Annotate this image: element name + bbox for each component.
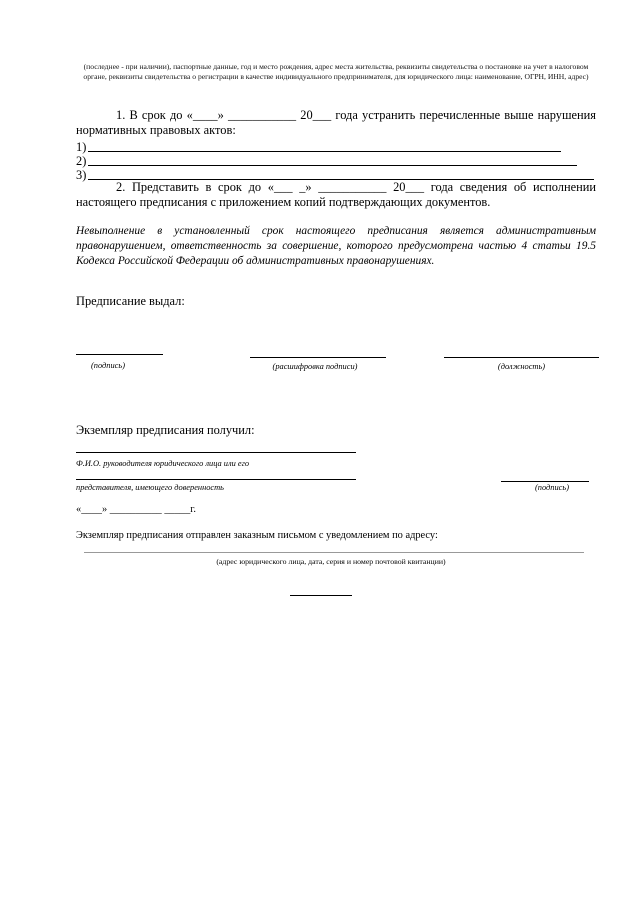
recipient-signature-line (501, 481, 589, 482)
received-label: Экземпляр предписания получил: (76, 423, 255, 437)
sent-by-mail-note: Экземпляр предписания отправлен заказным письмом с уведомлением по адресу: (76, 530, 438, 541)
item-2-text: 2. Представить в срок до «___ _» ___________ 20___ года сведения об исполнении настоящего предписания с приложением копий подтверждающих документов. (76, 180, 596, 209)
issued-by-label: Предписание выдал: (76, 294, 185, 308)
warning-note: Невыполнение в установленный срок настоящего предписания является административным правонарушением, ответственность за совершение, которого предусмотрена частью 4 статьи 19.5 Кодекса Российской Федерации об административных правонарушениях. (76, 225, 596, 267)
numbered-line-1 (76, 140, 596, 154)
issuer-signature-line (76, 354, 163, 355)
address-line (84, 552, 584, 553)
receipt-date-line: «____» __________ _____г. (76, 504, 196, 515)
recipient-signature-caption: (подпись) (535, 483, 569, 492)
recipient-name-line (76, 452, 356, 453)
recipient-representative-line (76, 479, 356, 480)
closing-rule (290, 595, 352, 596)
address-caption: (адрес юридического лица, дата, серия и номер почтовой квитанции) (216, 557, 446, 566)
issuer-decryption-caption: (расшифровка подписи) (272, 362, 358, 371)
recipient-name-caption: Ф.И.О. руководителя юридического лица или его (76, 459, 250, 468)
fill-in-rule (88, 165, 577, 166)
item-1-paragraph (76, 108, 596, 138)
issuer-position-line (444, 357, 599, 358)
recipient-representative-caption: представителя, имеющего доверенность (76, 483, 224, 492)
item-1-text: 1. В срок до «____» ___________ 20___ года устранить перечисленные выше нарушения нормативных правовых актов: (76, 108, 596, 137)
numbered-line-2 (76, 154, 596, 168)
numbered-line-label: 1) (76, 140, 87, 154)
issuer-position-caption: (должность) (497, 362, 546, 371)
fill-in-rule (88, 151, 561, 152)
issuer-decryption-line (250, 357, 386, 358)
issuer-signature-caption: (подпись) (91, 361, 125, 370)
item-2-paragraph (76, 180, 596, 210)
header-note: (последнее - при наличии), паспортные данные, год и место рождения, адрес места жительства, реквизиты свидетельства о постановке на учет в налоговом органе, реквизиты свидетельства о регистрации в качестве индивидуального предпринимателя, для юридического лица: наименование, ОГРН, ИНН, адрес) (83, 62, 589, 81)
numbered-line-label: 3) (76, 168, 87, 182)
numbered-line-label: 2) (76, 154, 87, 168)
